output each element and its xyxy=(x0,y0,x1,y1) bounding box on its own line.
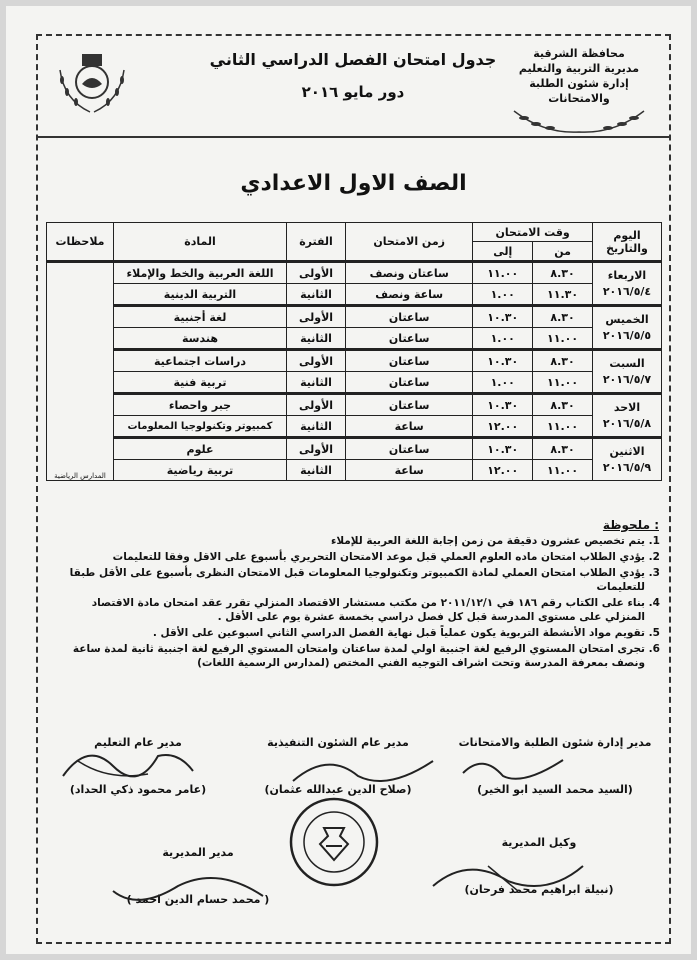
header-subject: المادة xyxy=(114,223,287,262)
grade-title: الصف الاول الاعدادي xyxy=(240,171,467,196)
table-row xyxy=(47,416,662,438)
to-cell: ١٢.٠٠ xyxy=(473,416,533,438)
subject-cell: جبر واحصاء xyxy=(114,394,287,416)
to-cell: ١٠.٣٠ xyxy=(473,394,533,416)
from-cell: ١١.٠٠ xyxy=(533,328,593,350)
table-row xyxy=(47,438,662,460)
header-notes: ملاحظات xyxy=(47,223,114,262)
from-cell: ١١.٠٠ xyxy=(533,460,593,481)
period-cell: الأولى xyxy=(287,394,346,416)
table-row xyxy=(47,372,662,394)
header-to: إلى xyxy=(473,242,533,262)
table-row xyxy=(47,306,662,328)
to-cell: ١٠.٣٠ xyxy=(473,438,533,460)
subject-cell: تربية رياضية xyxy=(114,460,287,481)
note-item: 3. يؤدي الطلاب امتحان العملي لمادة الكمبيوتر وتكنولوجيا المعلومات قبل الامتحان النظرى بأسبوع على الأقل طبقا للتعليمات xyxy=(50,566,645,594)
from-cell: ٨.٣٠ xyxy=(533,394,593,416)
exam-session: دور مايو ٢٠١٦ xyxy=(301,83,405,101)
day-cell: الاثنين ٢٠١٦/٥/٩ xyxy=(593,438,662,481)
header-exam-time: وقت الامتحان xyxy=(473,223,593,242)
note-item: 2. يؤدي الطلاب امتحان ماده العلوم العملي قبل موعد الامتحان التحريري بأسبوع على الاقل وفقا للتعليمات xyxy=(50,550,645,564)
signature-title: مدير عام التعليم xyxy=(94,736,182,749)
from-cell: ٨.٣٠ xyxy=(533,438,593,460)
ministry-emblem-icon xyxy=(52,50,132,120)
note-item: 1. يتم تخصيص عشرون دقيقة من زمن إجابة اللغة العربية للإملاء xyxy=(50,534,645,548)
duration-cell: ساعتان ونصف xyxy=(346,262,473,284)
period-cell: الثانية xyxy=(287,416,346,438)
to-cell: ١.٠٠ xyxy=(473,372,533,394)
to-cell: ١٢.٠٠ xyxy=(473,460,533,481)
exam-schedule-table xyxy=(46,222,662,481)
duration-cell: ساعتان xyxy=(346,350,473,372)
subject-cell: التربية الدينية xyxy=(114,284,287,306)
notes-title: ملحوظة : xyxy=(602,518,659,532)
to-cell: ١٠.٣٠ xyxy=(473,350,533,372)
table-row xyxy=(47,328,662,350)
signature-title: مدير عام الشئون التنفيذية xyxy=(267,736,409,749)
document-frame xyxy=(36,34,671,944)
side-note: المدارس الرياضية xyxy=(54,472,106,480)
note-item: 6. تجرى امتحان المستوي الرفيع لغة اجنبية اولي لمدة ساعتان وامتحان المستوي الرفيع لغة اجنبية ثانية لمدة ساعة ونصف بمعرفة المدرسة وتحت اشراف التوجيه الفني المختص (لمدارس الرسمية اللغات) xyxy=(50,642,645,670)
document-title: جدول امتحان الفصل الدراسي الثاني xyxy=(209,50,497,69)
from-cell: ١١.٠٠ xyxy=(533,416,593,438)
handwritten-signature-icon xyxy=(288,751,438,791)
header-divider xyxy=(38,136,669,138)
duration-cell: ساعتان xyxy=(346,438,473,460)
note-item: 5. تقويم مواد الأنشطة التربوية يكون عملياً قبل نهاية الفصل الدراسي الثاني اسبوعين على الأقل . xyxy=(50,626,645,640)
to-cell: ١.٠٠ xyxy=(473,284,533,306)
laurel-icon xyxy=(504,106,654,136)
subject-cell: دراسات اجتماعية xyxy=(114,350,287,372)
notes-list xyxy=(50,534,663,672)
table-row xyxy=(47,262,662,284)
signature-name: (عامر محمود ذكي الحداد) xyxy=(69,783,207,796)
day-cell: الاربعاء ٢٠١٦/٥/٤ xyxy=(593,262,662,306)
signature-name: (السيد محمد السيد ابو الخير) xyxy=(477,783,633,796)
handwritten-signature-icon xyxy=(58,736,198,786)
period-cell: الثانية xyxy=(287,284,346,306)
handwritten-signature-icon xyxy=(108,866,268,911)
duration-cell: ساعة xyxy=(346,416,473,438)
subject-cell: تربية فنية xyxy=(114,372,287,394)
duration-cell: ساعتان xyxy=(346,328,473,350)
duration-cell: ساعتان xyxy=(346,372,473,394)
notes-cell xyxy=(47,262,114,481)
to-cell: ١٠.٣٠ xyxy=(473,306,533,328)
from-cell: ١١.٣٠ xyxy=(533,284,593,306)
signature-title: مدير إدارة شئون الطلبة والامتحانات xyxy=(458,736,652,749)
authority-line: محافظة الشرقية xyxy=(533,47,625,60)
document-page xyxy=(6,6,691,954)
table-row xyxy=(47,350,662,372)
authority-line: إدارة شئون الطلبة والامتحانات xyxy=(529,77,629,105)
from-cell: ١١.٠٠ xyxy=(533,372,593,394)
day-cell: السبت ٢٠١٦/٥/٧ xyxy=(593,350,662,394)
note-item: 4. بناء على الكتاب رقم ١٨٦ في ٢٠١١/١٢/١ من مكتب مستشار الاقتصاد المنزلي تقرر عقد امتحان مادة الاقتصاد المنزلي على مستوى المدرسة قبل كل فصل دراسي بخمسة عشرة يوم على الأقل . xyxy=(50,596,645,624)
from-cell: ٨.٣٠ xyxy=(533,350,593,372)
subject-cell: لغة أجنبية xyxy=(114,306,287,328)
document-header xyxy=(203,50,503,101)
period-cell: الأولى xyxy=(287,262,346,284)
subject-cell: علوم xyxy=(114,438,287,460)
day-cell: الاحد ٢٠١٦/٥/٨ xyxy=(593,394,662,438)
header-from: من xyxy=(533,242,593,262)
official-seal-icon xyxy=(288,796,380,888)
to-cell: ١.٠٠ xyxy=(473,328,533,350)
subject-cell: كمبيوتر وتكنولوجيا المعلومات xyxy=(114,416,287,438)
signature-name: ( محمد حسام الدين احمد ) xyxy=(126,893,270,906)
duration-cell: ساعتان xyxy=(346,394,473,416)
period-cell: الأولى xyxy=(287,306,346,328)
table-row xyxy=(47,460,662,481)
handwritten-signature-icon xyxy=(458,748,568,788)
table-row xyxy=(47,284,662,306)
period-cell: الأولى xyxy=(287,438,346,460)
duration-cell: ساعتان xyxy=(346,306,473,328)
subject-cell: اللغة العربية والخط والإملاء xyxy=(114,262,287,284)
period-cell: الثانية xyxy=(287,372,346,394)
authority-block xyxy=(499,46,659,140)
period-cell: الثانية xyxy=(287,460,346,481)
subject-cell: هندسة xyxy=(114,328,287,350)
from-cell: ٨.٣٠ xyxy=(533,306,593,328)
signature-title: وكيل المديرية xyxy=(501,836,577,849)
to-cell: ١١.٠٠ xyxy=(473,262,533,284)
header-period: الفترة xyxy=(287,223,346,262)
day-cell: الخميس ٢٠١٦/٥/٥ xyxy=(593,306,662,350)
duration-cell: ساعة ونصف xyxy=(346,284,473,306)
header-duration: زمن الامتحان xyxy=(346,223,473,262)
period-cell: الأولى xyxy=(287,350,346,372)
table-row xyxy=(47,394,662,416)
signature-name: (صلاح الدين عبدالله عثمان) xyxy=(264,783,412,796)
signature-title: مدير المديرية xyxy=(162,846,234,859)
signature-name: (نبيلة ابراهيم محمد فرحان) xyxy=(464,883,614,896)
handwritten-signature-icon xyxy=(428,851,588,896)
authority-line: مديرية التربية والتعليم xyxy=(518,62,640,75)
duration-cell: ساعة xyxy=(346,460,473,481)
from-cell: ٨.٣٠ xyxy=(533,262,593,284)
header-day: اليوم والتاريخ xyxy=(593,223,662,262)
period-cell: الثانية xyxy=(287,328,346,350)
